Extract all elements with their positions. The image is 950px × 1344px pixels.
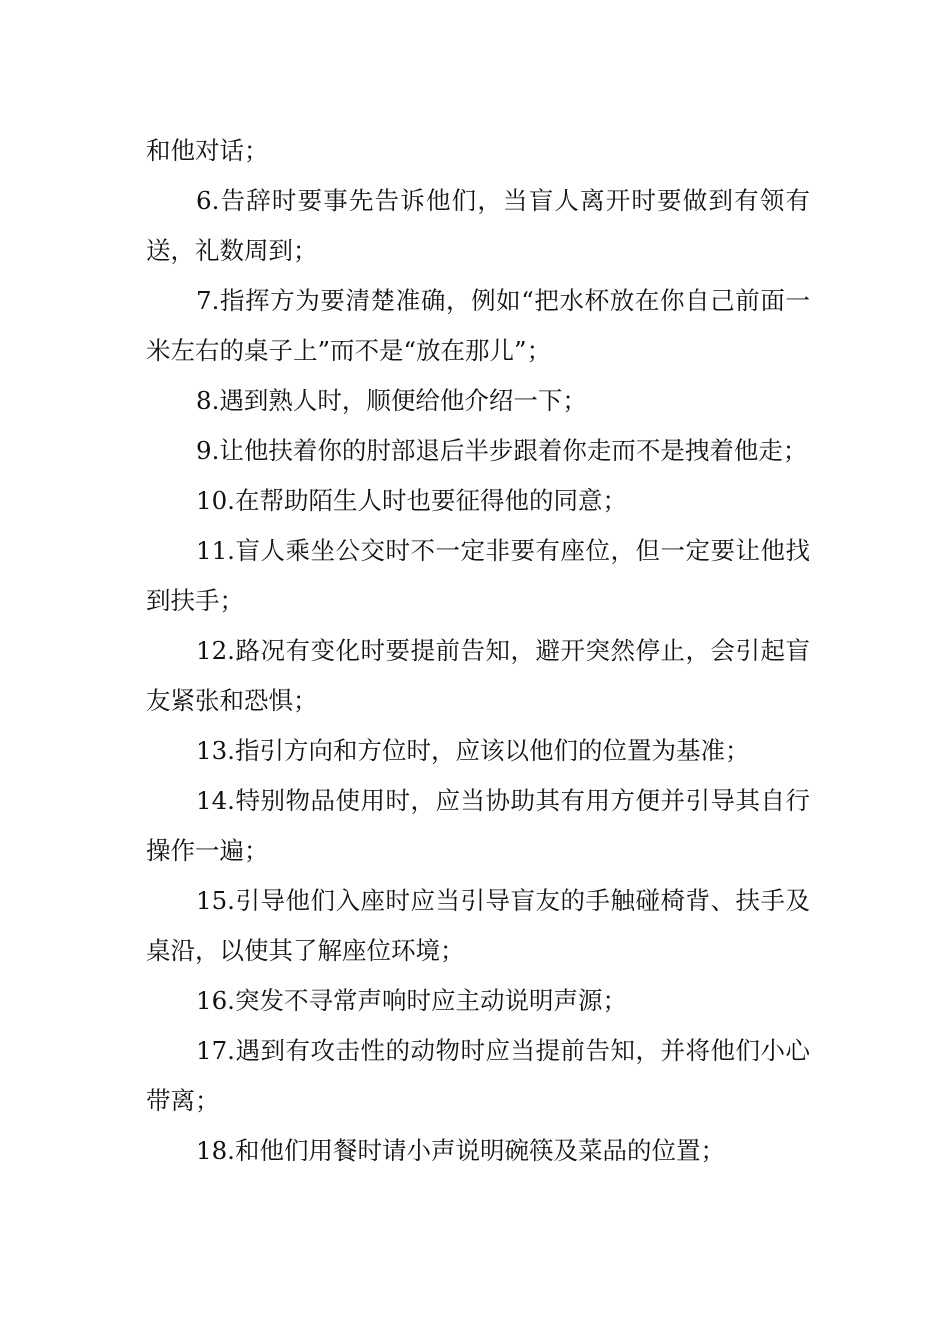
paragraph-item-13: 13.指引方向和方位时，应该以他们的位置为基准； (196, 736, 750, 765)
paragraph-item-16: 16.突发不寻常声响时应主动说明声源； (196, 986, 627, 1015)
paragraph-item-14: 14.特别物品使用时，应当协助其有用方便并引导其自行操作一遍； (146, 786, 810, 865)
document-body (146, 126, 810, 1176)
paragraph-item-12: 12.路况有变化时要提前告知，避开突然停止，会引起盲友紧张和恐惧； (146, 636, 810, 715)
paragraph-continuation: 和他对话； (146, 136, 269, 165)
paragraph-item-11: 11.盲人乘坐公交时不一定非要有座位，但一定要让他找到扶手； (146, 536, 810, 615)
paragraph-item-17: 17.遇到有攻击性的动物时应当提前告知，并将他们小心带离； (146, 1036, 810, 1115)
paragraph-item-15: 15.引导他们入座时应当引导盲友的手触碰椅背、扶手及桌沿，以使其了解座位环境； (146, 886, 810, 965)
paragraph-item-6: 6.告辞时要事先告诉他们，当盲人离开时要做到有领有送，礼数周到； (146, 186, 810, 265)
paragraph-item-7: 7.指挥方为要清楚准确，例如“把水杯放在你自己前面一米左右的桌子上”而不是“放在那儿”； (146, 286, 810, 365)
paragraph-item-18: 18.和他们用餐时请小声说明碗筷及菜品的位置； (196, 1136, 725, 1165)
paragraph-item-10: 10.在帮助陌生人时也要征得他的同意； (196, 486, 627, 515)
paragraph-item-8: 8.遇到熟人时，顺便给他介绍一下； (196, 386, 587, 415)
paragraph-item-9: 9.让他扶着你的肘部退后半步跟着你走而不是拽着他走； (196, 436, 808, 465)
